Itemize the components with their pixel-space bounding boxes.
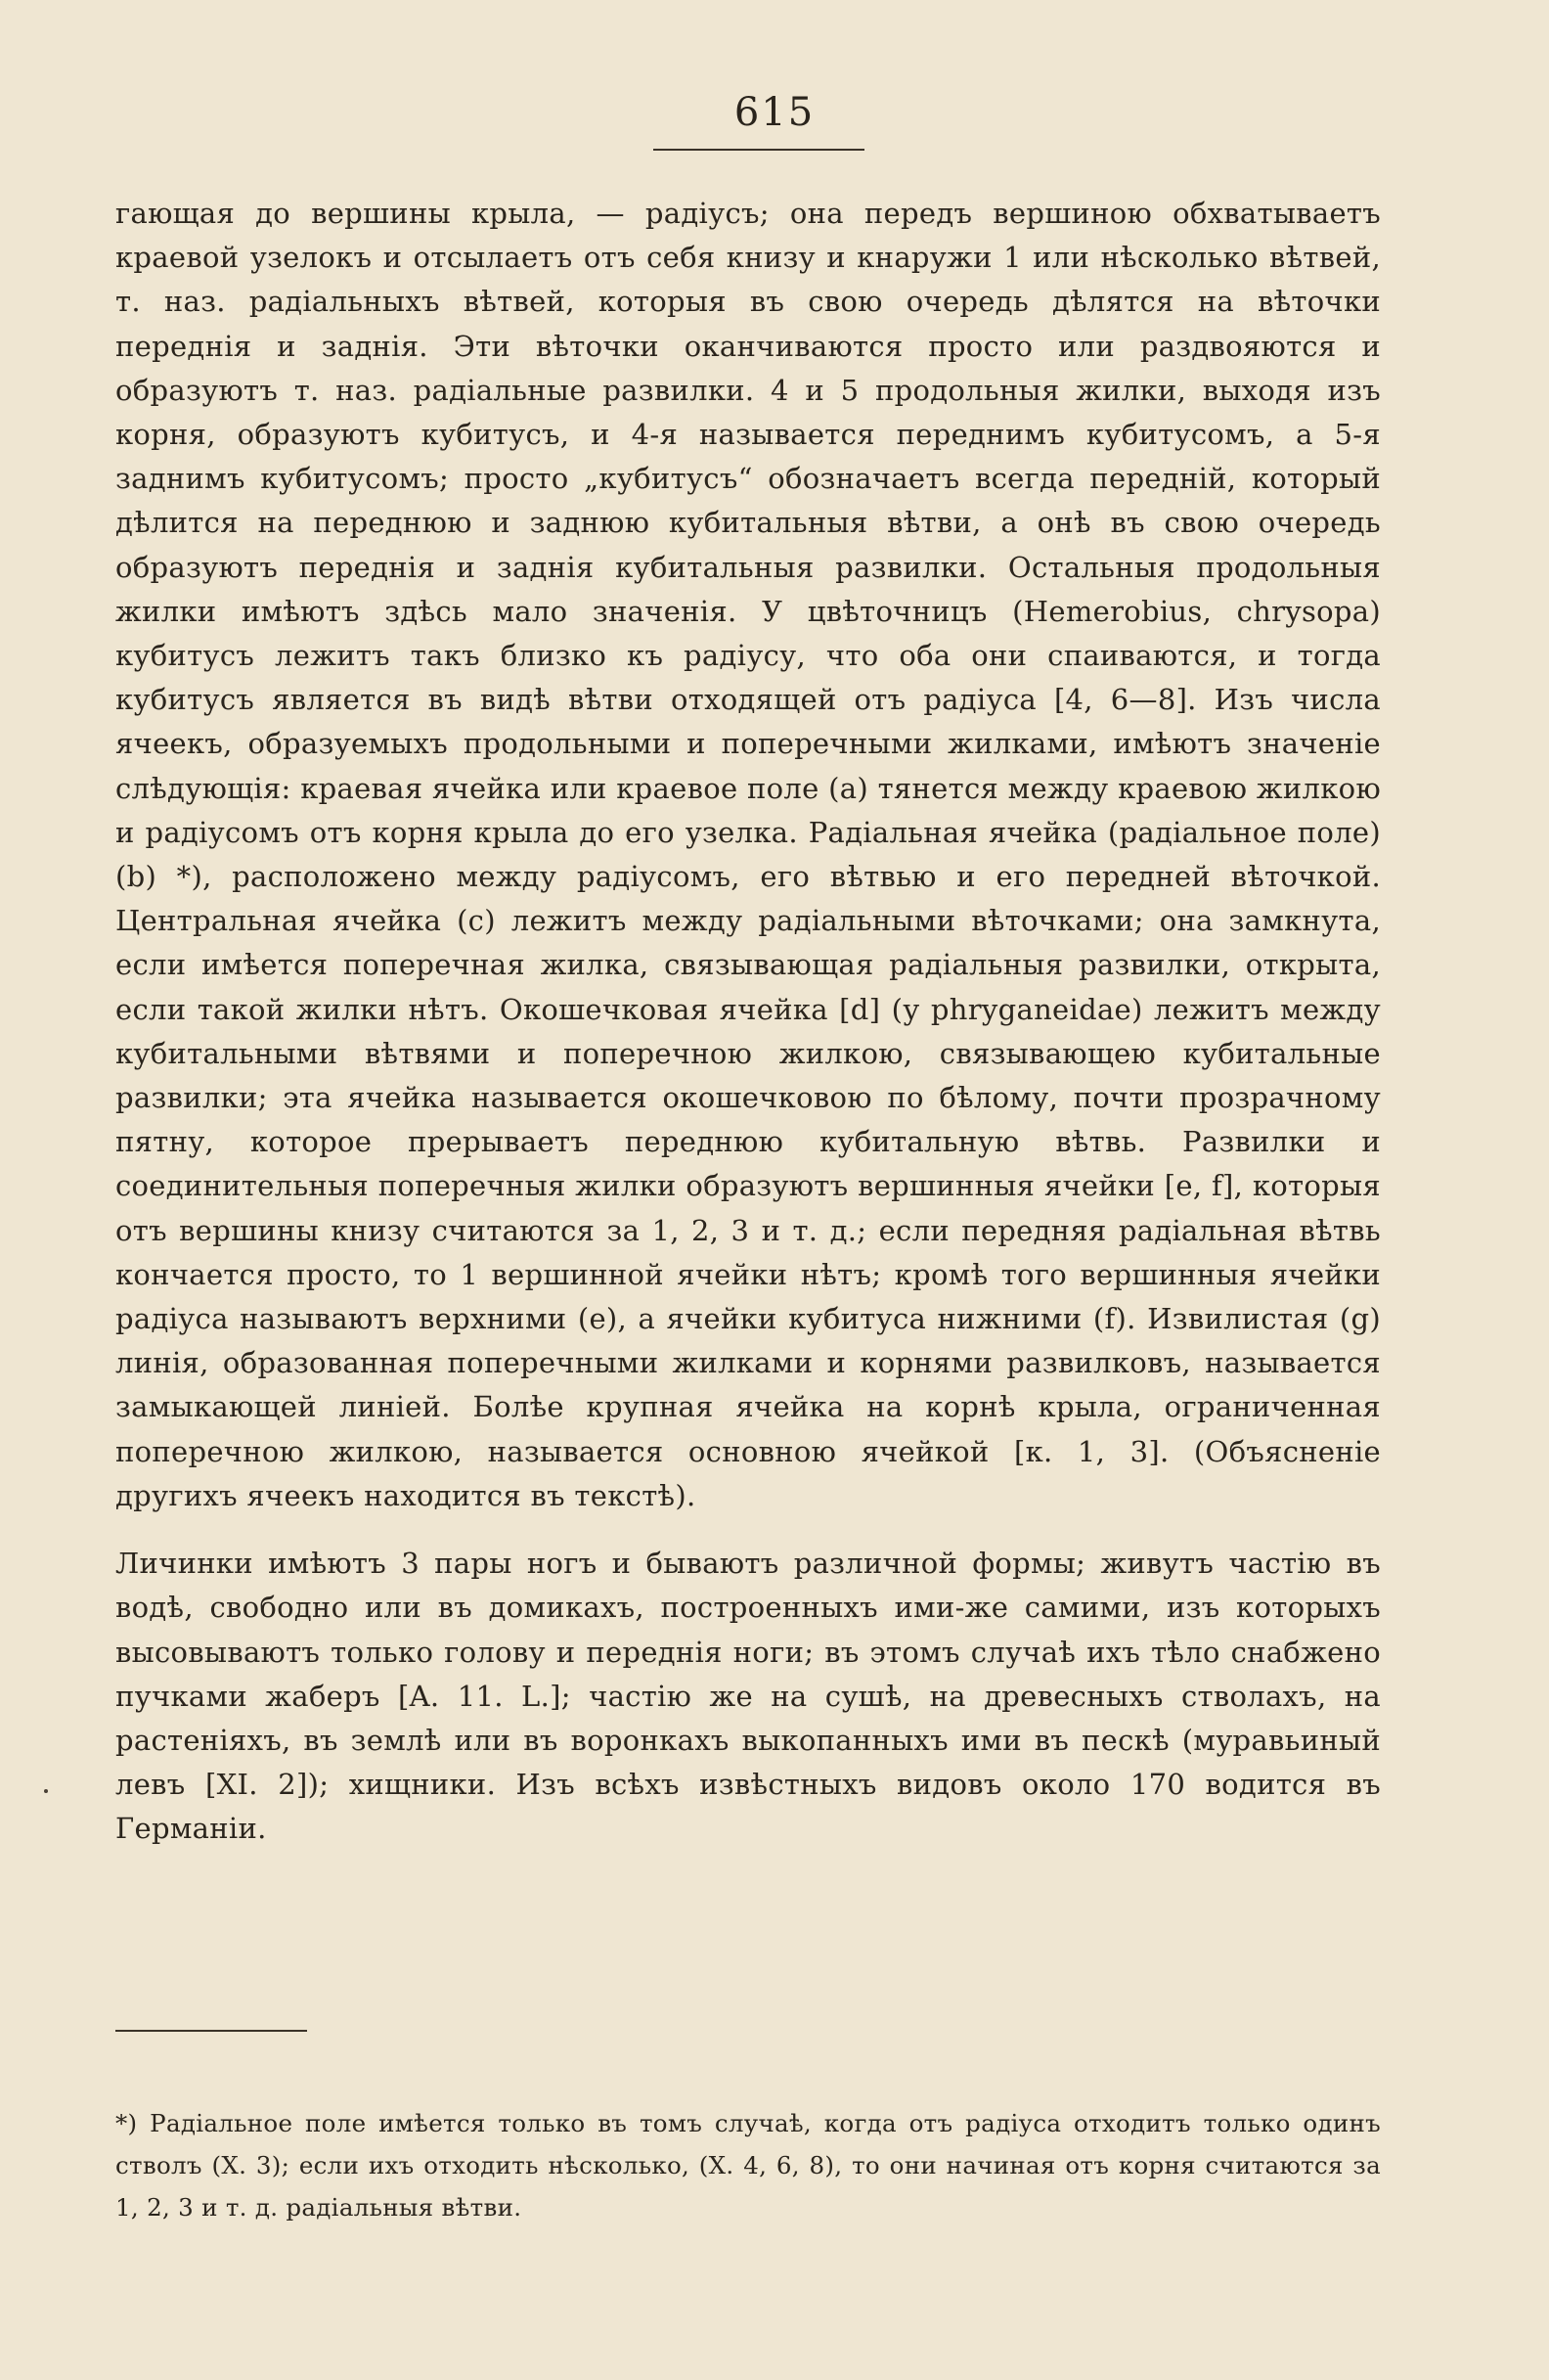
main-text (115, 192, 1381, 1852)
page-number: 615 (733, 90, 816, 135)
paragraph-larvae: Личинки имѣютъ 3 пары ногъ и бываютъ различной формы; живутъ частію въ водѣ, свободно или въ домикахъ, построенныхъ ими-же самими, изъ которыхъ высовываютъ только голову и переднія ноги; въ этомъ случаѣ ихъ тѣло снабжено пучками жаберъ [A. 11. L.]; частію же на сушѣ, на древесныхъ стволахъ, на растеніяхъ, въ землѣ или въ воронкахъ выкопанныхъ ими въ пескѣ (муравьиный левъ [XI. 2]); хищники. Изъ всѣхъ извѣстныхъ видовъ около 170 водится въ Германіи. (115, 1547, 1381, 1846)
paragraph-wing-veins: гающая до вершины крыла, — радіусъ; она передъ вершиною обхватываетъ краевой узелокъ и отсылаетъ отъ себя книзу и кнаружи 1 или нѣсколько вѣтвей, т. наз. радіальныхъ вѣтвей, которыя въ свою очередь дѣлятся на вѣточки переднія и заднія. Эти вѣточки оканчиваются просто или раздвояются и образуютъ т. наз. радіальные развилки. 4 и 5 продольныя жилки, выходя изъ корня, образуютъ кубитусъ, и 4-я называется переднимъ кубитусомъ, а 5-я заднимъ кубитусомъ; просто „кубитусъ“ обозначаетъ всегда передній, который дѣлится на переднюю и заднюю кубитальныя вѣтви, а онѣ въ свою очередь образуютъ переднія и заднія кубитальныя развилки. Остальныя продольныя жилки имѣютъ здѣсь мало значенія. У цвѣточницъ (Hemerobius, chrysopa) кубитусъ лежитъ такъ близко къ радіусу, что оба они спаиваются, и тогда кубитусъ является въ видѣ вѣтви отходящей отъ радіуса [4, 6—8]. Изъ числа ячеекъ, образуемыхъ продольными и поперечными жилками, имѣютъ значеніе слѣдующія: краевая ячейка или краевое поле (a) тянется между краевою жилкою и радіусомъ отъ корня крыла до его узелка. Радіальная ячейка (радіальное поле) (b) *), расположено между радіусомъ, его вѣтвью и его передней вѣточкой. Центральная ячейка (c) лежитъ между радіальными вѣточками; она замкнута, если имѣется поперечная жилка, связывающая радіальныя развилки, открыта, если такой жилки нѣтъ. Окошечковая ячейка [d] (у phryganeidae) лежитъ между кубитальными вѣтвями и поперечною жилкою, связывающею кубитальные развилки; эта ячейка называется окошечковою по бѣлому, почти прозрачному пятну, которое прерываетъ переднюю кубитальную вѣтвь. Развилки и соединительныя поперечныя жилки образуютъ вершинныя ячейки [e, f], которыя отъ вершины книзу считаются за 1, 2, 3 и т. д.; если передняя радіальная вѣтвь кончается просто, то 1 вершинной ячейки нѣтъ; кромѣ того вершинныя ячейки радіуса называютъ верхними (e), а ячейки кубитуса нижними (f). Извилистая (g) линія, образованная поперечными жилками и корнями развилковъ, называется замыкающей линіей. Болѣе крупная ячейка на корнѣ крыла, ограниченная поперечною жилкою, называется основною ячейкой [к. 1, 3]. (Объясненіе другихъ ячеекъ находится въ текстѣ). (115, 197, 1381, 1512)
footnote-rule (115, 2030, 307, 2032)
footnote: *) Радіальное поле имѣется только въ томъ случаѣ, когда отъ радіуса отходитъ только одинъ стволъ (X. 3); если ихъ отходить нѣсколько, (X. 4, 6, 8), то они начиная отъ корня считаются за 1, 2, 3 и т. д. радіальныя вѣтви. (115, 2108, 1381, 2222)
header-rule (653, 149, 864, 151)
ink-speck (44, 1789, 48, 1793)
